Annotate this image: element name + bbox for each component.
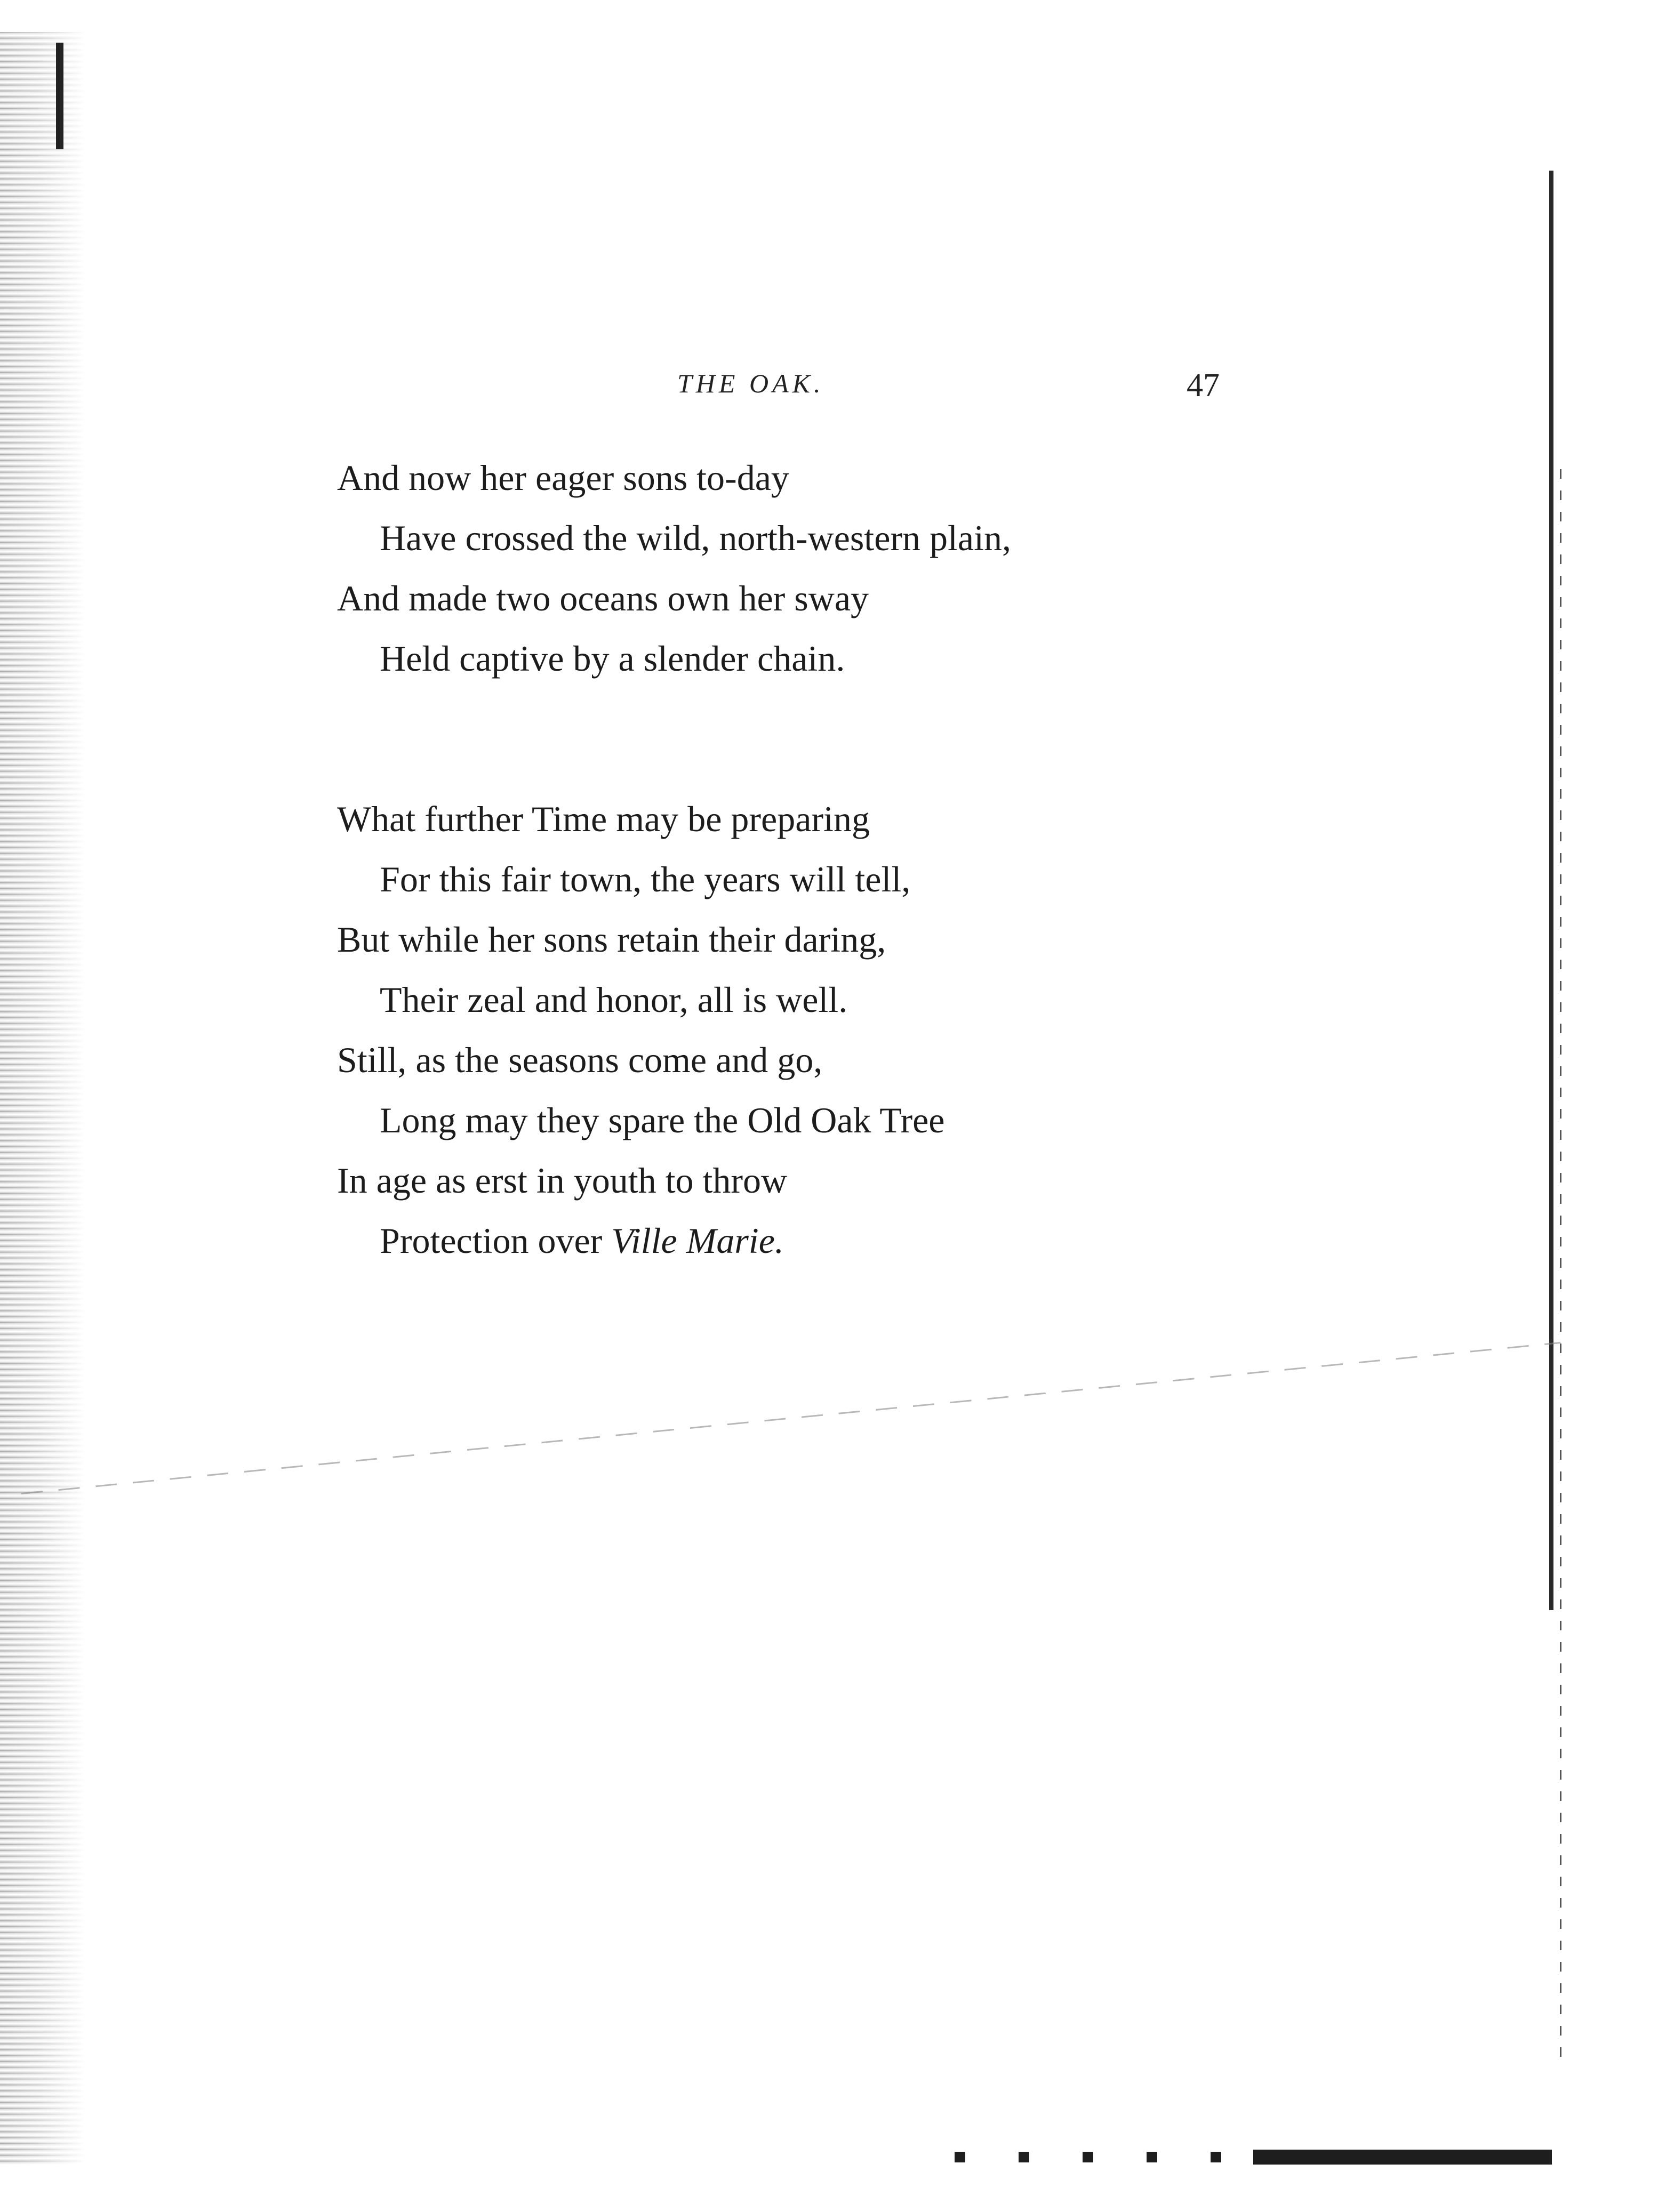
verse-line: And now her eager sons to-day bbox=[337, 457, 789, 498]
page-number: 47 bbox=[1187, 367, 1220, 404]
scan-bottom-marks bbox=[955, 2152, 1232, 2162]
verse-line: Have crossed the wild, north-western plain, bbox=[380, 518, 1011, 558]
verse-line: Held captive by a slender chain. bbox=[380, 638, 845, 679]
verse-line: Long may they spare the Old Oak Tree bbox=[380, 1100, 945, 1140]
verse-line: For this fair town, the years will tell, bbox=[380, 859, 911, 899]
scan-right-edge-dashes bbox=[1560, 469, 1561, 2069]
verse-line: What further Time may be preparing bbox=[337, 799, 870, 839]
verse-line-final bbox=[337, 1211, 944, 1271]
scan-bottom-bar bbox=[1253, 2150, 1552, 2165]
verse-line: And made two oceans own her sway bbox=[337, 578, 869, 618]
verse-line: In age as erst in youth to throw bbox=[337, 1160, 788, 1201]
running-title: THE OAK. bbox=[677, 368, 824, 398]
verse-line: Still, as the seasons come and go, bbox=[337, 1040, 823, 1080]
scan-right-edge bbox=[1549, 171, 1553, 1610]
scan-gutter-shadow bbox=[0, 32, 85, 2165]
stanza-1 bbox=[337, 448, 1011, 689]
verse-line: Their zeal and honor, all is well. bbox=[380, 979, 848, 1020]
scan-diagonal-streak bbox=[21, 1342, 1560, 1494]
stanza-2 bbox=[337, 789, 944, 1271]
verse-line: But while her sons retain their daring, bbox=[337, 919, 886, 960]
verse-line-text: Protection over bbox=[380, 1220, 612, 1261]
scan-gutter-mark bbox=[56, 43, 63, 149]
place-name-italic: Ville Marie. bbox=[611, 1220, 784, 1261]
